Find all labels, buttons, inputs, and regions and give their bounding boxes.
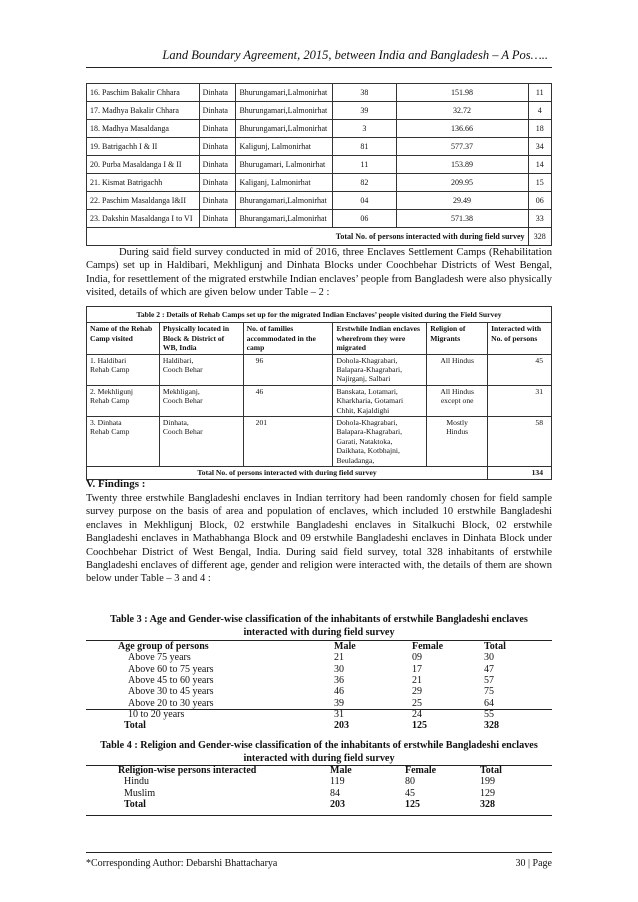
page-number: 30 | Page bbox=[515, 858, 552, 869]
table-cell: 11 bbox=[528, 84, 551, 102]
table-total-row bbox=[0, 799, 638, 811]
table-cell: 80 bbox=[405, 776, 415, 788]
table-row bbox=[87, 102, 552, 120]
table-cell: Female bbox=[412, 641, 444, 652]
table-cell: 328 bbox=[480, 798, 495, 810]
table-cell: 577.37 bbox=[396, 138, 528, 156]
table-cell: Total bbox=[124, 798, 146, 810]
table-cell: 45 bbox=[488, 354, 552, 385]
table-cell: Dohola-Khagrabari, Balapara-Khagrabari, Najirganj, Salbari bbox=[333, 354, 427, 385]
table-cell: Bhurungamari,Lalmonirhat bbox=[236, 120, 333, 138]
table-cell: Kaligunj, Lalmonirhat bbox=[236, 138, 333, 156]
table-cell: Dohola-Khagrabari, Balapara-Khagrabari, Garati, Nataktoka, Daikhata, Kotbhajni, Beuladanga, bbox=[333, 417, 427, 467]
table-cell: All Hindus bbox=[427, 354, 488, 385]
table4-rule bbox=[86, 815, 552, 816]
table-cell: 125 bbox=[412, 720, 427, 732]
table2-header: Interacted with No. of persons bbox=[488, 323, 552, 354]
table-cell: 64 bbox=[484, 697, 494, 709]
table-cell: 21 bbox=[334, 652, 344, 664]
table-cell: 17. Madhya Bakalir Chhara bbox=[87, 102, 200, 120]
table-cell: 3 bbox=[333, 120, 396, 138]
table-row bbox=[0, 698, 638, 710]
table-cell: 129 bbox=[480, 787, 495, 799]
table-cell: 45 bbox=[405, 787, 415, 799]
table-cell: 21 bbox=[412, 674, 422, 686]
table-cell: 47 bbox=[484, 663, 494, 675]
table-cell: 96 bbox=[243, 354, 333, 385]
table-cell: 119 bbox=[330, 776, 345, 788]
table-row bbox=[87, 174, 552, 192]
table-cell: 84 bbox=[330, 787, 340, 799]
table4-caption: Table 4 : Religion and Gender-wise classification of the inhabitants of erstwhile Bangladeshi enclaves interacted with during field survey bbox=[100, 740, 538, 764]
findings-heading: V. Findings : bbox=[86, 478, 146, 490]
table-cell: Mostly Hindus bbox=[427, 417, 488, 467]
table-row bbox=[87, 354, 552, 385]
table-total-row bbox=[87, 228, 552, 246]
header-rule bbox=[86, 67, 552, 68]
table-cell: 203 bbox=[330, 798, 345, 810]
table2-header: Erstwhile Indian enclaves wherefrom they were migrated bbox=[333, 323, 427, 354]
table-cell: Dinhata bbox=[199, 102, 236, 120]
table-cell: Above 75 years bbox=[128, 652, 191, 664]
table-cell: 36 bbox=[334, 674, 344, 686]
table-cell: 19. Batrigachh I & II bbox=[87, 138, 200, 156]
table-cell: Bhurangamari,Lalmonirhat bbox=[236, 210, 333, 228]
table-cell: Above 20 to 30 years bbox=[128, 697, 214, 709]
table-row bbox=[87, 120, 552, 138]
table-cell: 125 bbox=[405, 798, 420, 810]
total-label: Total No. of persons interacted with during field survey bbox=[333, 228, 528, 246]
table2-caption: Table 2 : Details of Rehab Camps set up for the migrated Indian Enclaves’ people visited during the Field Survey bbox=[87, 307, 552, 323]
table-cell: Male bbox=[330, 765, 352, 776]
table-cell: 04 bbox=[333, 192, 396, 210]
table-total-row bbox=[87, 467, 552, 479]
table-cell: 153.89 bbox=[396, 156, 528, 174]
footer-rule bbox=[86, 852, 552, 853]
table-cell: 18 bbox=[528, 120, 551, 138]
table-cell bbox=[87, 228, 333, 246]
table-row bbox=[87, 385, 552, 416]
table-header-row bbox=[0, 641, 638, 653]
table-row bbox=[0, 776, 638, 788]
table-cell: 3. Dinhata Rehab Camp bbox=[87, 417, 160, 467]
table-cell: 75 bbox=[484, 686, 494, 698]
table-cell: Hindu bbox=[124, 776, 149, 788]
table-cell: Dinhata bbox=[199, 120, 236, 138]
table-cell: 39 bbox=[333, 102, 396, 120]
table-cell: 15 bbox=[528, 174, 551, 192]
table-cell: 34 bbox=[528, 138, 551, 156]
table-cell: 20. Purba Masaldanga I & II bbox=[87, 156, 200, 174]
table-cell: 151.98 bbox=[396, 84, 528, 102]
table-cell: Haldibari, Cooch Behar bbox=[159, 354, 243, 385]
table-cell: Above 45 to 60 years bbox=[128, 674, 214, 686]
table-cell: 55 bbox=[484, 708, 494, 720]
table-row bbox=[0, 675, 638, 687]
table-cell: Religion-wise persons interacted bbox=[118, 765, 257, 776]
table-cell: 82 bbox=[333, 174, 396, 192]
table-cell: Kaliganj, Lalmonirhat bbox=[236, 174, 333, 192]
table-row bbox=[0, 788, 638, 800]
table-header-row bbox=[0, 765, 638, 777]
table-cell: 4 bbox=[528, 102, 551, 120]
table2-header: No. of families accommodated in the camp bbox=[243, 323, 333, 354]
table3-caption: Table 3 : Age and Gender-wise classification of the inhabitants of erstwhile Bangladeshi enclaves interacted with during field survey bbox=[110, 614, 528, 638]
table-cell: 29.49 bbox=[396, 192, 528, 210]
table-cell: Age group of persons bbox=[118, 641, 209, 652]
table-cell: 33 bbox=[528, 210, 551, 228]
table-cell: 06 bbox=[333, 210, 396, 228]
table-cell: 38 bbox=[333, 84, 396, 102]
table-cell: 46 bbox=[243, 385, 333, 416]
table-cell: 57 bbox=[484, 674, 494, 686]
table-cell: 21. Kismat Batrigachh bbox=[87, 174, 200, 192]
table-cell: 32.72 bbox=[396, 102, 528, 120]
table-cell: 23. Dakshin Masaldanga I to VI bbox=[87, 210, 200, 228]
enclave-table bbox=[86, 83, 552, 246]
table-cell: Bhurungamari,Lalmonirhat bbox=[236, 84, 333, 102]
table-cell: Dinhata bbox=[199, 174, 236, 192]
table-cell: 09 bbox=[412, 652, 422, 664]
table-cell: 2. Mekhligunj Rehab Camp bbox=[87, 385, 160, 416]
table-cell: Total bbox=[480, 765, 502, 776]
table-row bbox=[87, 417, 552, 467]
table-row bbox=[0, 686, 638, 698]
table-cell: 06 bbox=[528, 192, 551, 210]
total-label: Total No. of persons interacted with during field survey bbox=[87, 467, 488, 479]
table2-header: Religion of Migrants bbox=[427, 323, 488, 354]
table-cell: 14 bbox=[528, 156, 551, 174]
total-value: 134 bbox=[488, 467, 552, 479]
rehab-camp-table bbox=[86, 306, 552, 480]
table-cell: 25 bbox=[412, 697, 422, 709]
corresponding-author: *Corresponding Author: Debarshi Bhattacharya bbox=[86, 858, 278, 869]
table-row bbox=[0, 652, 638, 664]
table-cell: Above 30 to 45 years bbox=[128, 686, 214, 698]
table-cell: 1. Haldibari Rehab Camp bbox=[87, 354, 160, 385]
table-cell: 18. Madhya Masaldanga bbox=[87, 120, 200, 138]
table-cell: 328 bbox=[484, 720, 499, 732]
findings-paragraph: Twenty three erstwhile Bangladeshi enclaves in Indian territory had been randomly chosen for field sample survey purpose on the basis of area and population of enclaves, which included 10 erstwhile Bangladeshi enclaves in Mekhligunj Block, 02 erstwhile Bangladeshi enclaves in Sitalkuchi Block, 02 erstwhile Bangladeshi enclaves in Mathabhanga Block and 09 erstwhile Bangladeshi enclaves in Dinhata Block under Coochbehar District of West Bengal, India. During said field survey, total 328 inhabitants of erstwhile Bangladeshi enclaves of different age, gender and religion were interacted with, the details of them are shown below under Table – 3 and 4 : bbox=[86, 493, 552, 585]
table-cell: 81 bbox=[333, 138, 396, 156]
table-cell: 22. Paschim Masaldanga I&II bbox=[87, 192, 200, 210]
table-cell: Banskata, Lotamari, Kharkharia, Gotamari Chhit, Kajaldighi bbox=[333, 385, 427, 416]
table-cell: 46 bbox=[334, 686, 344, 698]
table-cell: 58 bbox=[488, 417, 552, 467]
table-cell: 30 bbox=[334, 663, 344, 675]
table-cell: 571.38 bbox=[396, 210, 528, 228]
table-cell: 29 bbox=[412, 686, 422, 698]
table-cell: 11 bbox=[333, 156, 396, 174]
running-header: Land Boundary Agreement, 2015, between India and Bangladesh – A Pos….. bbox=[162, 48, 548, 62]
table-cell: 136.66 bbox=[396, 120, 528, 138]
total-value: 328 bbox=[528, 228, 551, 246]
table-cell: 10 to 20 years bbox=[128, 708, 185, 720]
table-cell: All Hindus except one bbox=[427, 385, 488, 416]
table-cell: Dinhata, Cooch Behar bbox=[159, 417, 243, 467]
table-cell: 39 bbox=[334, 697, 344, 709]
table-cell: 31 bbox=[488, 385, 552, 416]
table-cell: 199 bbox=[480, 776, 495, 788]
table-row bbox=[87, 138, 552, 156]
table3-rule bbox=[86, 709, 552, 710]
table-cell: Muslim bbox=[124, 787, 156, 799]
table-row bbox=[87, 156, 552, 174]
table-cell: Dinhata bbox=[199, 210, 236, 228]
table2-header: Physically located in Block & District of WB, India bbox=[159, 323, 243, 354]
table2-header: Name of the Rehab Camp visited bbox=[87, 323, 160, 354]
table-cell: 16. Paschim Bakalir Chhara bbox=[87, 84, 200, 102]
table-cell: Bhurugamari, Lalmonirhat bbox=[236, 156, 333, 174]
table-total-row bbox=[0, 720, 638, 732]
table-row bbox=[87, 84, 552, 102]
table-row bbox=[0, 709, 638, 721]
table-cell: 203 bbox=[334, 720, 349, 732]
table-cell: Dinhata bbox=[199, 156, 236, 174]
table-cell: 31 bbox=[334, 708, 344, 720]
table-cell: Mekhliganj, Cooch Behar bbox=[159, 385, 243, 416]
table-cell: Total bbox=[484, 641, 506, 652]
table-cell: 30 bbox=[484, 652, 494, 664]
table-row bbox=[0, 664, 638, 676]
table-cell: Bhurungamari,Lalmonirhat bbox=[236, 102, 333, 120]
table-cell: Male bbox=[334, 641, 356, 652]
paragraph-rehab-camps: During said field survey conducted in mid of 2016, three Enclaves Settlement Camps (Rehabilitation Camps) set up in Haldibari, Mekhligunj and Dinhata Blocks under Coochbehar Districts of West Bengal, India, for resettlement of the migrated erstwhile Indian enclaves’ people from Bangladesh were also physically visited, details of which are given below under Table – 2 : bbox=[86, 247, 552, 299]
table-cell: Dinhata bbox=[199, 138, 236, 156]
table-cell: 24 bbox=[412, 708, 422, 720]
table-cell: 209.95 bbox=[396, 174, 528, 192]
table-cell: Female bbox=[405, 765, 437, 776]
table-row bbox=[87, 192, 552, 210]
table-cell: 17 bbox=[412, 663, 422, 675]
table-cell: 201 bbox=[243, 417, 333, 467]
table-cell: Bhurangamari,Lalmonirhat bbox=[236, 192, 333, 210]
table-cell: Dinhata bbox=[199, 84, 236, 102]
table-cell: Above 60 to 75 years bbox=[128, 663, 214, 675]
table-cell: Dinhata bbox=[199, 192, 236, 210]
table-cell: Total bbox=[124, 720, 146, 732]
table-row bbox=[87, 210, 552, 228]
